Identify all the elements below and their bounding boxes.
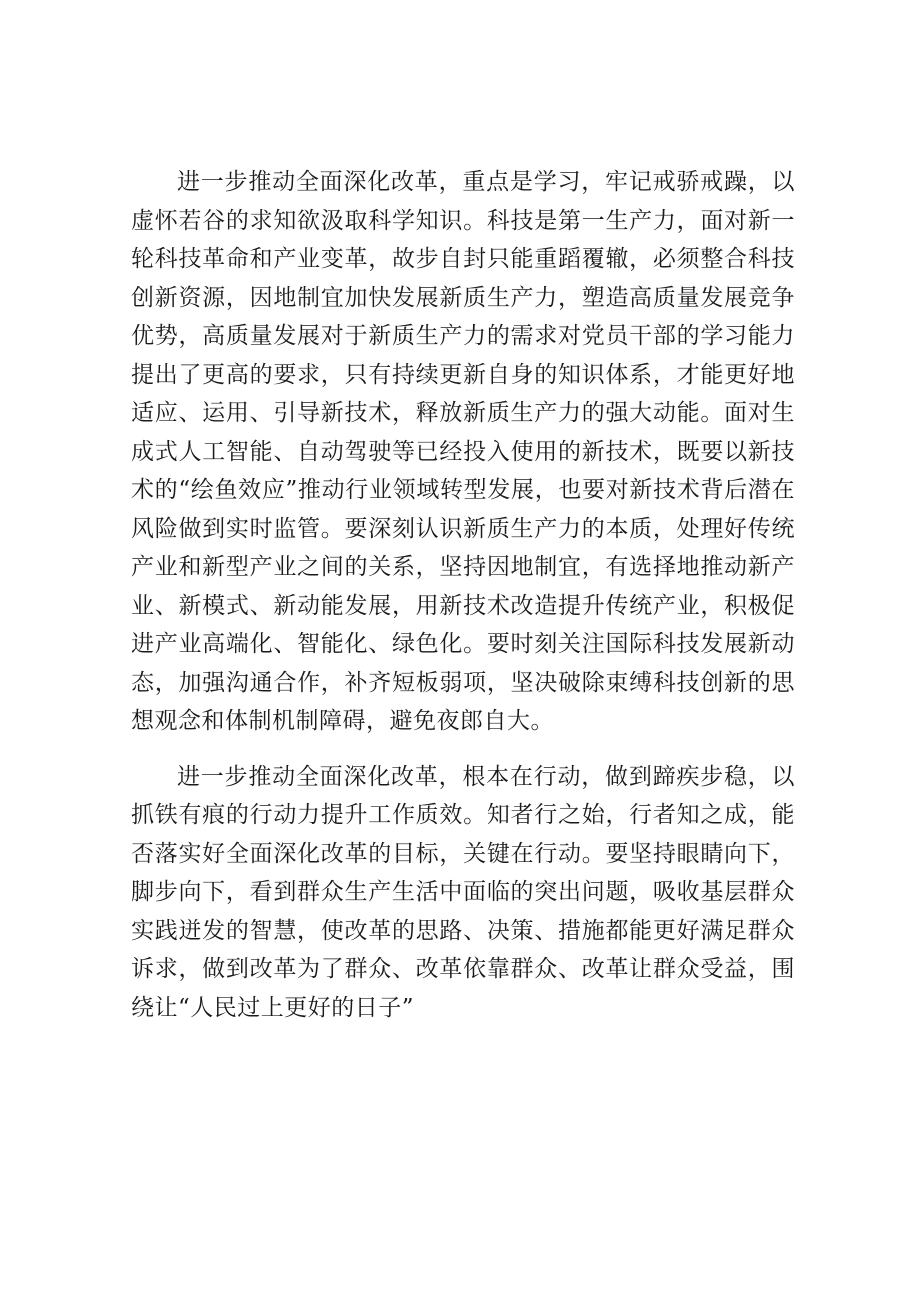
document-body: [131, 163, 795, 1027]
paragraph-action: 进一步推动全面深化改革，根本在行动，做到蹄疾步稳，以抓铁有痕的行动力提升工作质效。知者行之始，行者知之成，能否落实好全面深化改革的目标，关键在行动。要坚持眼睛向下，脚步向下，看到群众生产生活中面临的突出问题，吸收基层群众实践迸发的智慧，使改革的思路、决策、措施都能更好满足群众诉求，做到改革为了群众、改革依靠群众、改革让群众受益，围绕让“人民过上更好的日子”: [131, 763, 795, 1021]
paragraph-learning: 进一步推动全面深化改革，重点是学习，牢记戒骄戒躁，以虚怀若谷的求知欲汲取科学知识。科技是第一生产力，面对新一轮科技革命和产业变革，故步自封只能重蹈覆辙，必须整合科技创新资源，因地制宜加快发展新质生产力，塑造高质量发展竞争优势，高质量发展对于新质生产力的需求对党员干部的学习能力提出了更高的要求，只有持续更新自身的知识体系，才能更好地适应、运用、引导新技术，释放新质生产力的强大动能。面对生成式人工智能、自动驾驶等已经投入使用的新技术，既要以新技术的“绘鱼效应”推动行业领域转型发展，也要对新技术背后潜在风险做到实时监管。要深刻认识新质生产力的本质，处理好传统产业和新型产业之间的关系，坚持因地制宜，有选择地推动新产业、新模式、新动能发展，用新技术改造提升传统产业，积极促进产业高端化、智能化、绿色化。要时刻关注国际科技发展新动态，加强沟通合作，补齐短板弱项，坚决破除束缚科技创新的思想观念和体制机制障碍，避免夜郎自大。: [131, 169, 795, 734]
